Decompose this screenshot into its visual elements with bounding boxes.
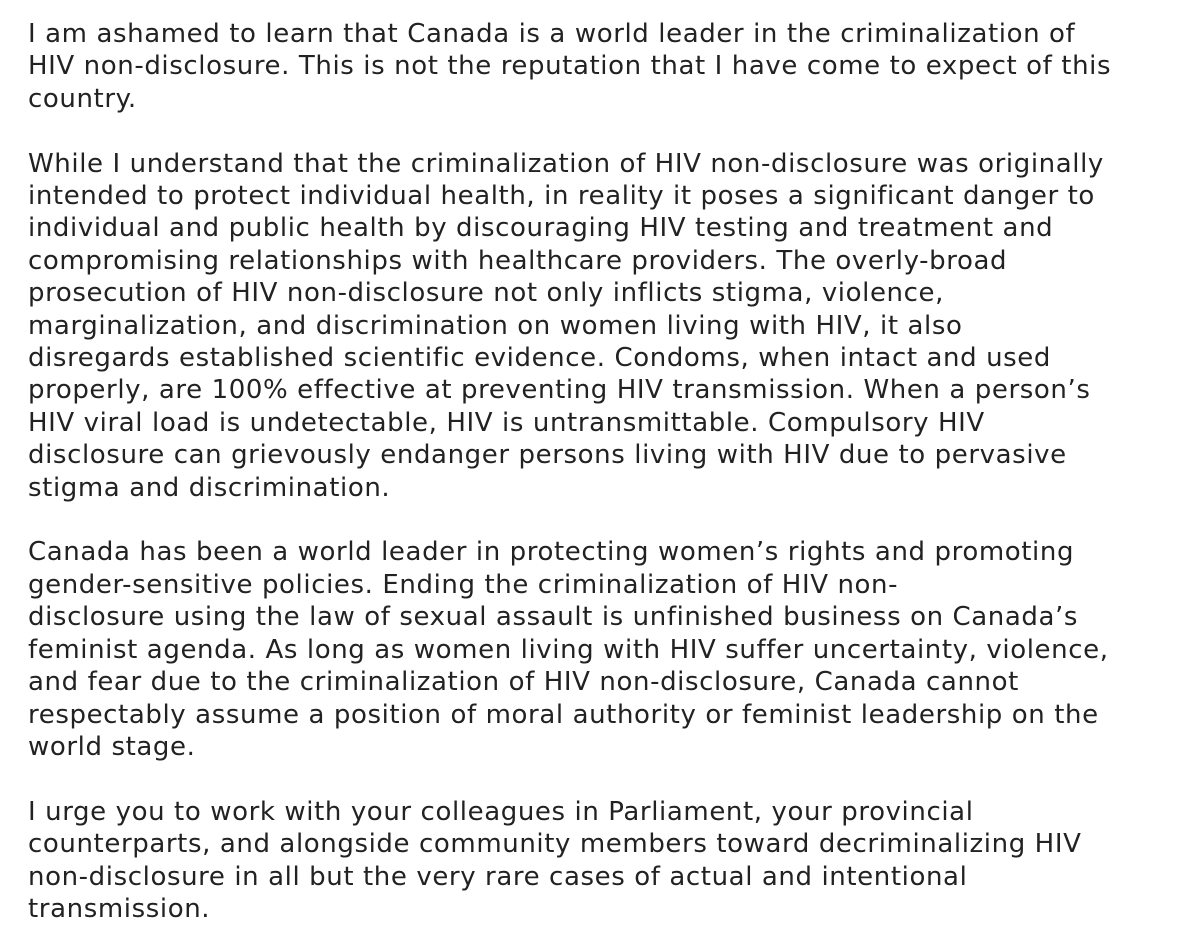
text-line: individual and public health by discouraging HIV testing and treatment and	[28, 213, 1054, 244]
text-line: transmission.	[28, 893, 211, 924]
text-line: prosecution of HIV non-disclosure not only inflicts stigma, violence,	[28, 278, 944, 309]
text-line: HIV non-disclosure. This is not the reputation that I have come to expect of this	[28, 51, 1112, 82]
paragraph-4	[28, 796, 1176, 926]
text-line: and fear due to the criminalization of HIV non-disclosure, Canada cannot	[28, 667, 1019, 698]
text-line: properly, are 100% effective at preventing HIV transmission. When a person’s	[28, 375, 1091, 406]
paragraph-2	[28, 148, 1176, 504]
text-line: While I understand that the criminalization of HIV non-disclosure was originally	[28, 148, 1104, 179]
text-line: respectably assume a position of moral authority or feminist leadership on the	[28, 699, 1099, 730]
text-line: disclosure using the law of sexual assault is unfinished business on Canada’s	[28, 602, 1079, 633]
text-line: HIV viral load is undetectable, HIV is untransmittable. Compulsory HIV	[28, 407, 985, 438]
text-line: stigma and discrimination.	[28, 472, 391, 503]
text-line: disclosure can grievously endanger persons living with HIV due to pervasive	[28, 440, 1067, 471]
text-line: intended to protect individual health, in reality it poses a significant danger to	[28, 181, 1095, 212]
text-line: non-disclosure in all but the very rare cases of actual and intentional	[28, 861, 968, 892]
paragraph-1	[28, 18, 1176, 115]
text-line: marginalization, and discrimination on women living with HIV, it also	[28, 310, 963, 341]
text-line: I am ashamed to learn that Canada is a world leader in the criminalization of	[28, 19, 1076, 49]
text-line: I urge you to work with your colleagues in Parliament, your provincial	[28, 796, 974, 827]
text-line: counterparts, and alongside community members toward decriminalizing HIV	[28, 829, 1082, 860]
text-line: compromising relationships with healthcare providers. The overly-broad	[28, 245, 1008, 276]
paragraph-3	[28, 536, 1176, 763]
text-line: Canada has been a world leader in protecting women’s rights and promoting	[28, 537, 1075, 568]
text-line: world stage.	[28, 731, 196, 762]
text-line: gender-sensitive policies. Ending the criminalization of HIV non-	[28, 569, 899, 600]
text-line: feminist agenda. As long as women living with HIV suffer uncertainty, violence,	[28, 634, 1109, 665]
text-line: country.	[28, 83, 137, 114]
text-line: disregards established scientific evidence. Condoms, when intact and used	[28, 343, 1052, 374]
